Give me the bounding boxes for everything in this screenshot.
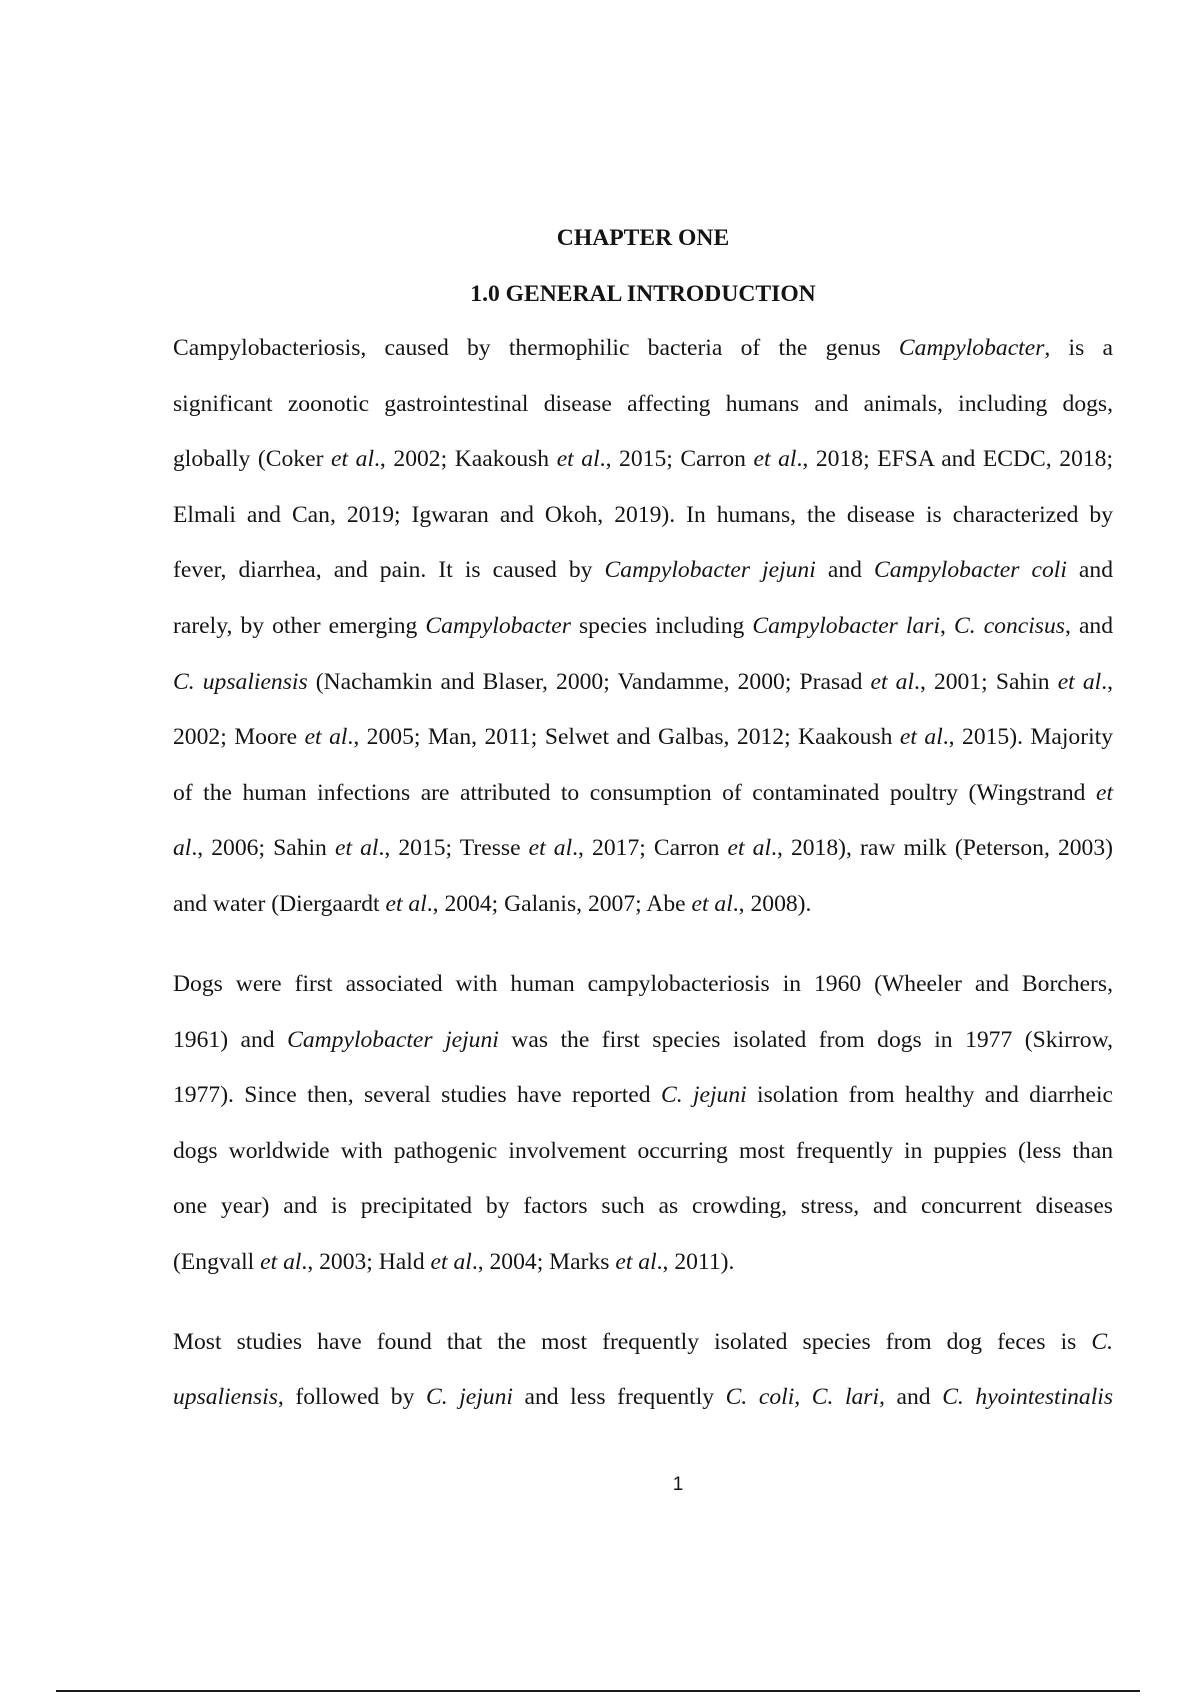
italic-text-run: C. upsaliensis (173, 668, 308, 695)
italic-text-run: C. jejuni (660, 1082, 747, 1109)
text-run: ., 2018; EFSA and ECDC, 2018; (796, 446, 1114, 473)
page-bottom-rule (56, 1690, 1140, 1692)
text-run: (Nachamkin and Blaser, 2000; Vandamme, 2000; Prasad (307, 668, 871, 695)
italic-text-run: et al (528, 835, 573, 862)
text-run: was the first species isolated from dogs in 1977 (Skirrow, (498, 1026, 1113, 1053)
italic-text-run: Campylobacter jejuni (287, 1026, 499, 1053)
italic-text-run: C. concisus (954, 612, 1065, 639)
text-line (173, 821, 1113, 877)
text-line (173, 543, 1113, 599)
text-line (173, 655, 1113, 711)
italic-text-run: et al (334, 835, 379, 862)
text-run: and (884, 1384, 943, 1411)
chapter-body (173, 321, 1113, 1450)
text-run: fever, diarrhea, and pain. It is caused by (173, 557, 605, 584)
text-run: and water (Diergaardt (173, 890, 386, 917)
text-run: ., 2006; Sahin (191, 835, 335, 862)
text-line (173, 321, 1113, 377)
italic-text-run: Campylobacter coli (873, 557, 1067, 584)
italic-text-run: C. hyointestinalis (942, 1384, 1114, 1411)
text-run: ., (1101, 668, 1114, 695)
italic-text-run: et al (331, 446, 375, 473)
text-line (173, 877, 1113, 933)
text-run: Dogs were first associated with human campylobacteriosis in 1960 (Wheeler and Borchers, (173, 970, 1113, 997)
text-run: , is a (1044, 335, 1114, 361)
italic-text-run: et al (899, 724, 943, 751)
italic-text-run: Campylobacter lari (752, 612, 941, 639)
text-run: (Engvall (173, 1248, 261, 1275)
text-run: and (815, 557, 874, 584)
text-run: ., 2015; Carron (599, 446, 754, 473)
text-line (173, 1235, 1113, 1291)
section-title: 1.0 GENERAL INTRODUCTION (470, 281, 816, 307)
text-run: ., 2003; Hald (301, 1248, 431, 1275)
text-line (173, 1315, 1113, 1371)
text-run: Elmali and Can, 2019; Igwaran and Okoh, 2019). In humans, the disease is characterized by (173, 501, 1113, 528)
text-run: globally (Coker (173, 446, 332, 473)
chapter-heading: CHAPTER ONE (556, 225, 730, 251)
text-line (173, 1179, 1113, 1235)
text-line (173, 377, 1113, 433)
text-run: rarely, by other emerging (173, 612, 426, 639)
text-run: Most studies have found that the most frequently isolated species from dog feces is (173, 1328, 1092, 1355)
text-run: 1961) and (173, 1026, 288, 1053)
text-run: ., 2008). (732, 890, 812, 917)
text-run: ., 2015; Tresse (378, 835, 529, 862)
text-run: ., 2011). (656, 1248, 735, 1275)
page-number: 1 (672, 1474, 684, 1495)
italic-text-run: al (173, 835, 192, 862)
text-run: ., 2001; Sahin (914, 668, 1058, 695)
text-line (173, 957, 1113, 1013)
text-run: isolation from healthy and diarrheic (746, 1082, 1113, 1109)
text-run: ., 2004; Galanis, 2007; Abe (426, 890, 692, 917)
text-line (173, 1068, 1113, 1124)
text-run: and less frequently (512, 1384, 726, 1411)
text-line (173, 1013, 1113, 1069)
italic-text-run: et al (727, 835, 772, 862)
italic-text-run: upsaliensis (173, 1384, 278, 1411)
text-run: of the human infections are attributed to consumption of contaminated poultry (Wingstrand (173, 779, 1096, 806)
text-run: ., 2005; Man, 2011; Selwet and Galbas, 2012; Kaakoush (347, 724, 900, 751)
text-line (173, 488, 1113, 544)
text-run: ., 2004; Marks (471, 1248, 616, 1275)
italic-text-run: et al (260, 1248, 302, 1275)
text-run: Campylobacteriosis, caused by thermophilic bacteria of the genus (173, 335, 899, 361)
italic-text-run: et al (430, 1248, 472, 1275)
body-paragraph (173, 1315, 1113, 1426)
body-paragraph (173, 321, 1113, 933)
text-line (173, 1370, 1113, 1426)
text-run: , (940, 612, 954, 639)
italic-text-run: C. (1091, 1328, 1113, 1355)
text-run: , and (1064, 612, 1114, 639)
text-run: significant zoonotic gastrointestinal disease affecting humans and animals, including dogs, (173, 390, 1113, 417)
italic-text-run: et al (304, 724, 348, 751)
italic-text-run: et (1095, 779, 1113, 806)
text-run: ., 2017; Carron (572, 835, 728, 862)
italic-text-run: et al (556, 446, 600, 473)
text-line (173, 432, 1113, 488)
italic-text-run: et al (753, 446, 797, 473)
italic-text-run: C. coli, C. lari, (725, 1384, 885, 1411)
text-run: species including (570, 612, 753, 639)
italic-text-run: et al (870, 668, 915, 695)
text-line (173, 1124, 1113, 1180)
text-run: 1977). Since then, several studies have reported (173, 1082, 661, 1109)
text-run: dogs worldwide with pathogenic involvement occurring most frequently in puppies (less than (173, 1137, 1113, 1164)
text-run: 2002; Moore (173, 724, 305, 751)
text-run: ., 2018), raw milk (Peterson, 2003) (771, 835, 1114, 862)
body-paragraph (173, 957, 1113, 1291)
italic-text-run: et al (691, 890, 733, 917)
italic-text-run: C. jejuni (425, 1384, 513, 1411)
italic-text-run: et al (385, 890, 427, 917)
text-line (173, 599, 1113, 655)
text-run: and (1066, 557, 1113, 584)
text-run: ., 2015). Majority (942, 724, 1113, 751)
text-run: ., 2002; Kaakoush (374, 446, 557, 473)
text-line (173, 710, 1113, 766)
italic-text-run: Campylobacter jejuni (604, 557, 816, 584)
text-line (173, 766, 1113, 822)
italic-text-run: et al (615, 1248, 657, 1275)
italic-text-run: Campylobacter (898, 335, 1045, 361)
italic-text-run: et al (1057, 668, 1102, 695)
text-run: , followed by (277, 1384, 426, 1411)
italic-text-run: Campylobacter (425, 612, 571, 639)
text-run: one year) and is precipitated by factors such as crowding, stress, and concurrent diseases (173, 1193, 1113, 1220)
